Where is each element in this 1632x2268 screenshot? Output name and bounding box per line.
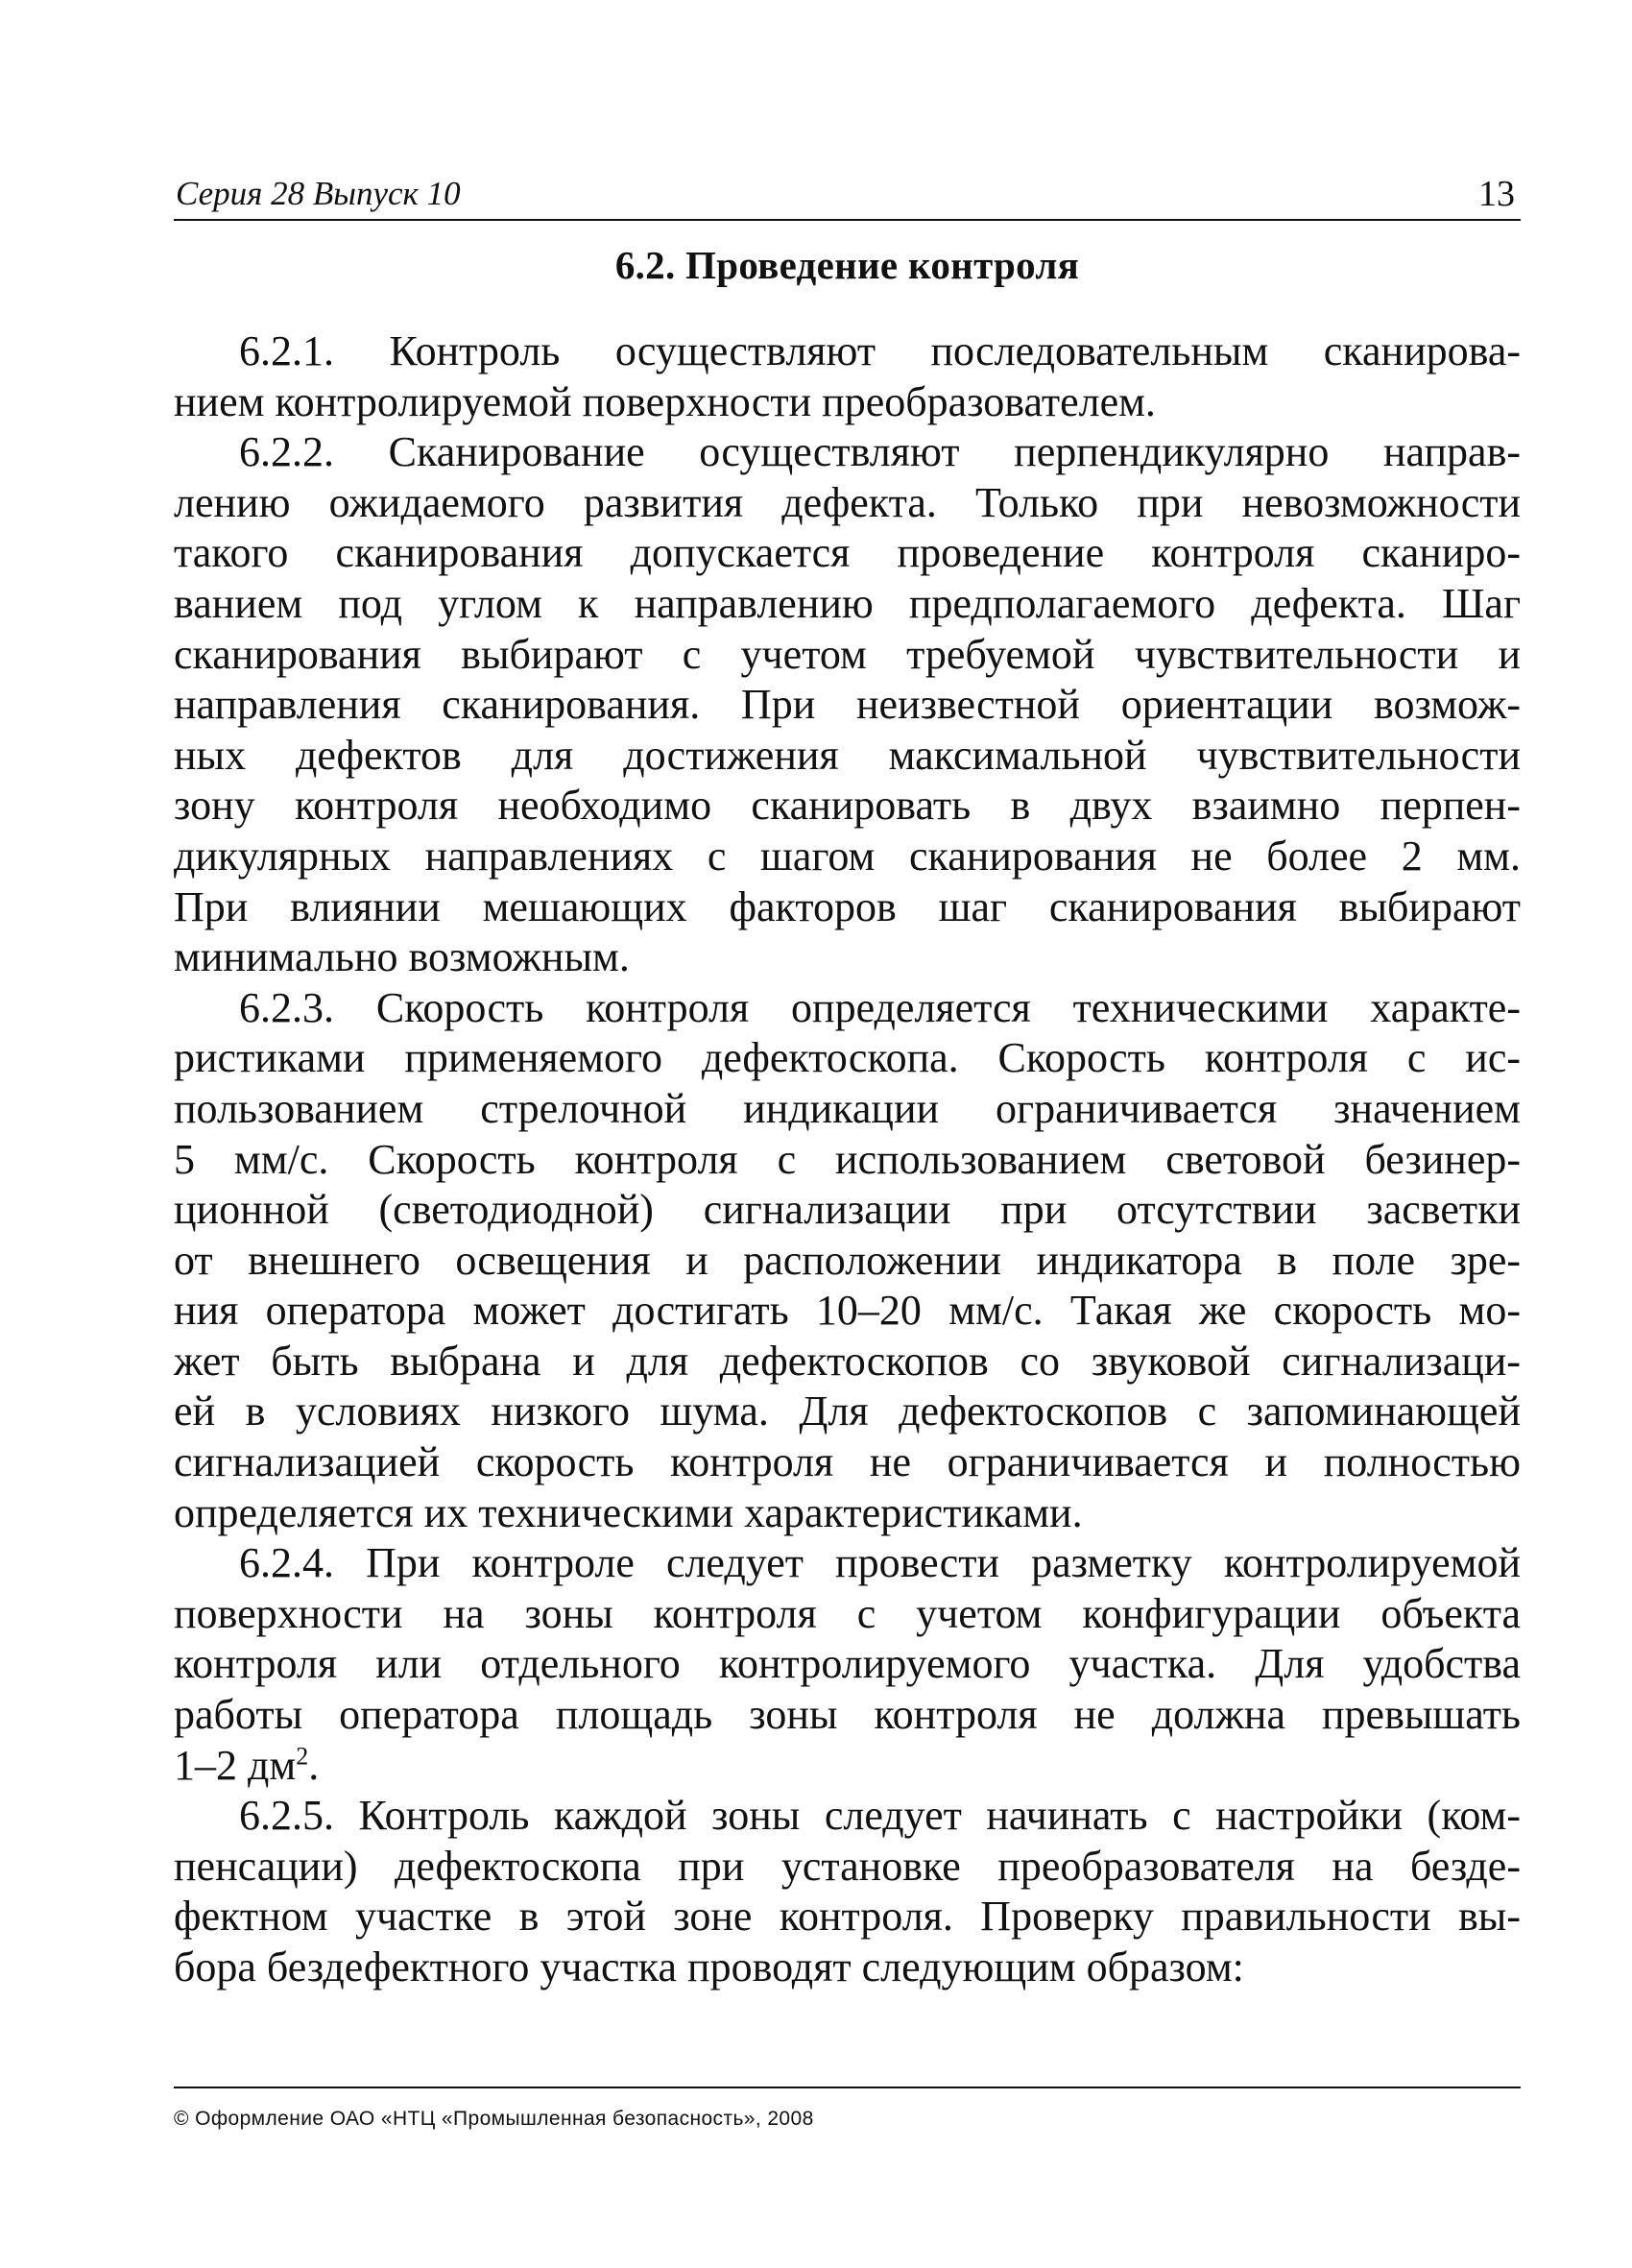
text-line: нием контролируемой поверхности преобразователем. <box>174 377 1156 425</box>
text-line: жет быть выбрана и для дефектоскопов со звуковой сигнализаци- <box>174 1337 1521 1385</box>
document-page <box>174 163 1521 1993</box>
text-line: бора бездефектного участка проводят следующим образом: <box>174 1943 1244 1991</box>
superscript: 2 <box>296 1741 309 1770</box>
text-line: работы оператора площадь зоны контроля не должна превышать <box>174 1691 1521 1739</box>
paragraph <box>174 326 1521 427</box>
text-line: 6.2.3. Скорость контроля определяется техническими характе- <box>239 983 1521 1031</box>
text-line: ей в условиях низкого шума. Для дефектоскопов с запоминающей <box>174 1387 1521 1436</box>
text-line: 6.2.4. При контроле следует провести разметку контролируемой <box>239 1539 1521 1587</box>
text-line: сигнализацией скорость контроля не ограничивается и полностью <box>174 1438 1521 1486</box>
text-line: ния оператора может достигать 10–20 мм/с. Такая же скорость мо- <box>174 1287 1521 1335</box>
text-line: минимально возможным. <box>174 933 630 981</box>
text-line: 6.2.1. Контроль осуществляют последовательным сканирова- <box>239 327 1521 374</box>
paragraph <box>174 983 1521 1539</box>
text-line: лению ожидаемого развития дефекта. Только при невозможности <box>174 478 1521 526</box>
area-value: 1–2 дм <box>174 1741 297 1789</box>
copyright-footer: © Оформление ОАО «НТЦ «Промышленная безопасность», 2008 <box>174 2087 1521 2131</box>
text-line <box>174 1741 1521 1792</box>
text-line: определяется их техническими характеристиками. <box>174 1488 1083 1536</box>
text-line: пенсации) дефектоскопа при установке преобразователя на безде- <box>174 1842 1521 1890</box>
text-line: зону контроля необходимо сканировать в двух взаимно перпен- <box>174 782 1521 830</box>
text-line: 6.2.5. Контроль каждой зоны следует начинать с настройки (ком- <box>239 1792 1521 1840</box>
text-line: такого сканирования допускается проведение контроля сканиро- <box>174 529 1521 577</box>
text-line: дикулярных направлениях с шагом сканирования не более 2 мм. <box>174 832 1521 880</box>
text-line: При влиянии мешающих факторов шаг сканирования выбирают <box>174 882 1521 930</box>
punctuation: . <box>308 1741 320 1789</box>
text-line: сканирования выбирают с учетом требуемой чувствительности и <box>174 630 1521 678</box>
text-line: ционной (светодиодной) сигнализации при отсутствии засветки <box>174 1186 1521 1234</box>
series-label: Серия 28 Выпуск 10 <box>176 175 461 212</box>
paragraph <box>174 1791 1521 1992</box>
text-line: фектном участке в этой зоне контроля. Проверку правильности вы- <box>174 1893 1521 1941</box>
text-line: направления сканирования. При неизвестной ориентации возмож- <box>174 681 1521 729</box>
page-number: 13 <box>1478 174 1515 214</box>
text-line: ных дефектов для достижения максимальной чувствительности <box>174 731 1521 779</box>
text-line: пользованием стрелочной индикации ограничивается значением <box>174 1084 1521 1132</box>
text-line: 6.2.2. Сканирование осуществляют перпендикулярно направ- <box>239 428 1521 476</box>
body-text <box>174 326 1521 1993</box>
paragraph <box>174 1538 1521 1791</box>
text-line: 5 мм/с. Скорость контроля с использованием световой безинер- <box>174 1135 1521 1183</box>
paragraph <box>174 427 1521 983</box>
text-line: ристиками применяемого дефектоскопа. Скорость контроля с ис- <box>174 1034 1521 1082</box>
running-header <box>174 163 1521 221</box>
text-line: от внешнего освещения и расположении индикатора в поле зре- <box>174 1236 1521 1284</box>
section-title: 6.2. Проведение контроля <box>614 243 1080 287</box>
text-line: контроля или отдельного контролируемого участка. Для удобства <box>174 1640 1521 1688</box>
text-line: ванием под углом к направлению предполагаемого дефекта. Шаг <box>174 579 1521 627</box>
text-line: поверхности на зоны контроля с учетом конфигурации объекта <box>174 1589 1521 1637</box>
